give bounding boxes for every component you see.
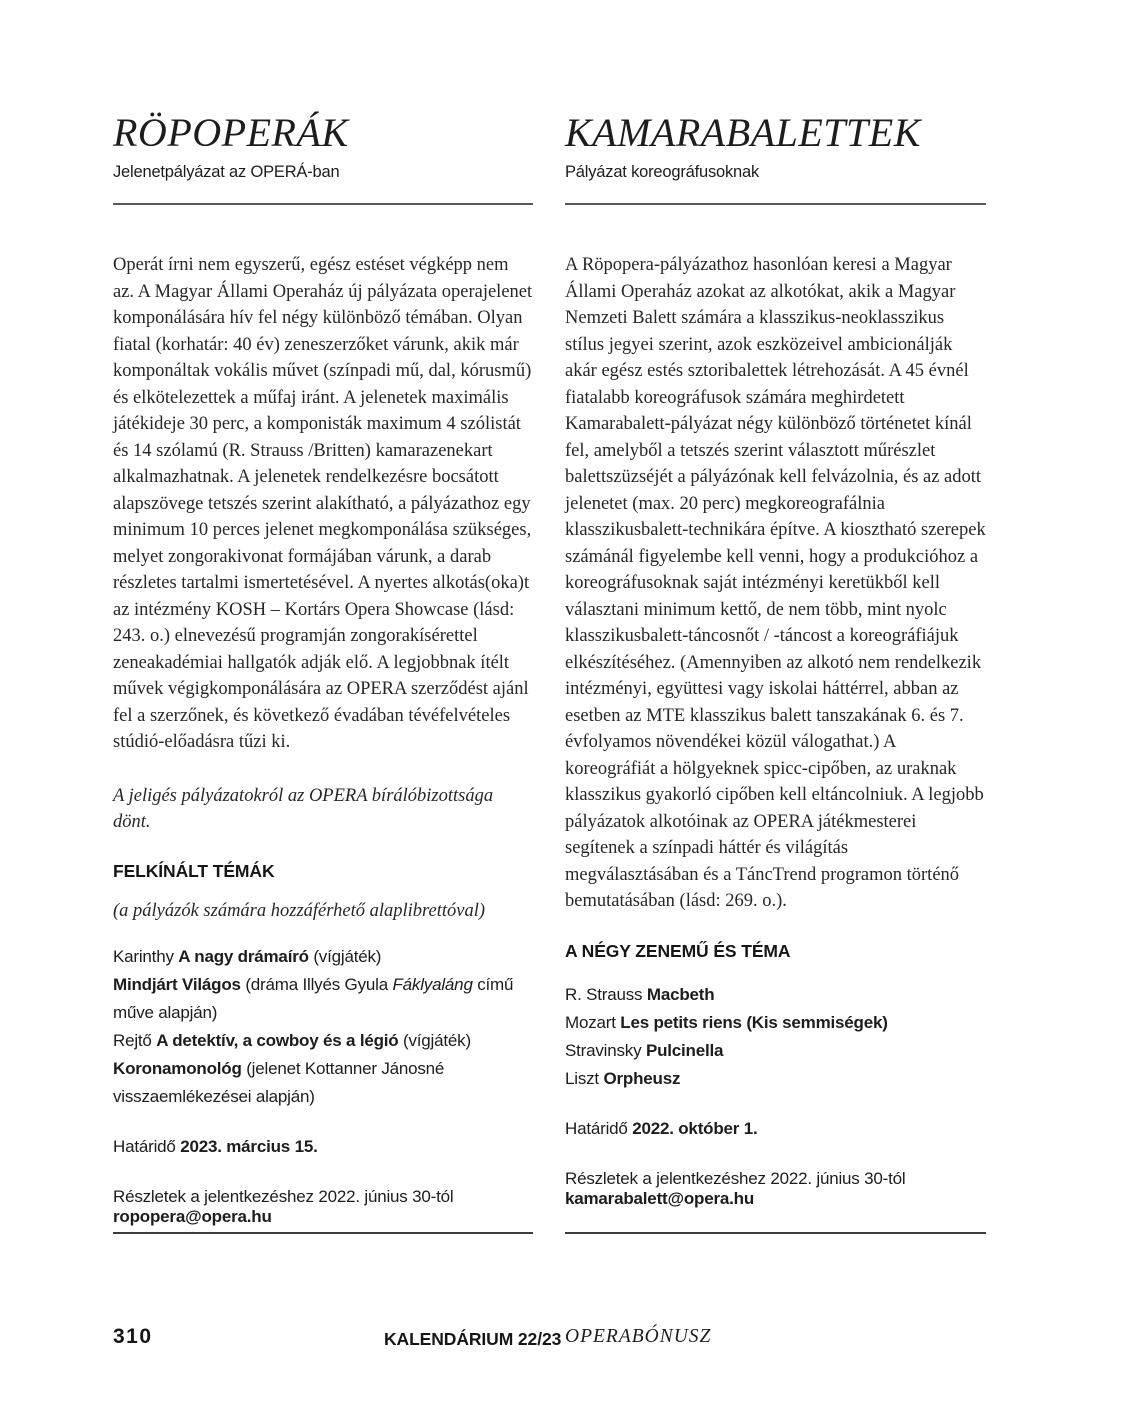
theme-item: Karinthy A nagy drámaíró (vígjáték): [113, 946, 382, 966]
theme-item: Mindjárt Világos (dráma Illyés Gyula Fáklyaláng című műve alapján): [113, 974, 514, 1022]
page-number: 310: [113, 1325, 153, 1348]
works-heading: A NÉGY ZENEMŰ ÉS TÉMA: [565, 940, 791, 961]
article-subtitle: Pályázat koreográfusoknak: [565, 163, 760, 181]
article-body: Operát írni nem egyszerű, egész estéset végképp nem az. A Magyar Állami Operaház új pályázata operajelenet komponálására hív fel négy különböző témában. Olyan fiatal (korhatár: 40 év) zeneszerzőket várunk, akik már komponáltak vokális művet (színpadi mű, dal, kórusmű) és elkötelezettek a műfaj iránt. A jelenetek maximális játékideje 30 perc, a komponisták maximum 4 szólistát és 14 szólamú (R. Strauss /Britten) kamarazenekart alkalmazhatnak. A jelenetek rendelkezésre bocsátott alapszövege tetszés szerint alakítható, a pályázathoz egy minimum 10 perces jelenet megkomponálása szükséges, melyet zongorakivonat formájában várunk, a darab részletes tartalmi ismertetésével. A nyertes alkotás(oka)t az intézmény KOSH – Kortárs Opera Showcase (lásd: 243. o.) elnevezésű programján zongorakísérettel zeneakadémiai hallgatók adják elő. A legjobbnak ítélt művek végigkomponálására az OPERA szerződést ajánl fel a szerzőnek, és következő évadában tévéfelvételes stúdió-előadásra tűzi ki.: [113, 255, 533, 752]
theme-item: Rejtő A detektív, a cowboy és a légió (vígjáték): [113, 1030, 471, 1050]
jury-note: A jeligés pályázatokról az OPERA bírálóbizottsága dönt.: [113, 785, 494, 832]
details-line: Részletek a jelentkezéshez 2022. június 30-tól kamarabalett@opera.hu: [565, 1168, 906, 1208]
header-divider: [565, 203, 986, 205]
article-ropoperak: [113, 110, 533, 1227]
themes-heading: FELKÍNÁLT TÉMÁK: [113, 860, 275, 881]
article-subtitle: Jelenetpályázat az OPERÁ-ban: [113, 163, 340, 181]
deadline-line: Határidő 2023. március 15.: [113, 1136, 318, 1156]
footer-edition: KALENDÁRIUM 22/23: [384, 1329, 562, 1349]
bottom-divider: [565, 1232, 986, 1234]
header-divider: [113, 203, 533, 205]
works-list: [565, 981, 986, 1093]
article-kamarabalettek: [565, 110, 986, 1209]
article-title: RÖPOPERÁK: [113, 110, 349, 155]
bottom-divider: [113, 1232, 533, 1234]
themes-list: [113, 943, 533, 1111]
theme-item: Koronamonológ (jelenet Kottanner Jánosné visszaemlékezései alapján): [113, 1058, 445, 1106]
work-item: Liszt Orpheusz: [565, 1068, 681, 1088]
work-item: Mozart Les petits riens (Kis semmiségek): [565, 1012, 888, 1032]
footer-section: OPERABÓNUSZ: [565, 1326, 712, 1347]
themes-note: (a pályázók számára hozzáférhető alaplibrettóval): [113, 900, 486, 921]
work-item: R. Strauss Macbeth: [565, 984, 715, 1004]
work-item: Stravinsky Pulcinella: [565, 1040, 724, 1060]
article-body: A Röpopera-pályázathoz hasonlóan keresi a Magyar Állami Operaház azokat az alkotókat, akik a Magyar Nemzeti Balett számára a klasszikus-neoklasszikus stílus jegyei szerint, azok eszközeivel ambicionálják akár egész estés sztoribalettek létrehozását. A 45 évnél fiatalabb koreográfusok számára meghirdetett Kamarabalett-pályázat négy különböző történetet kínál fel, amelyből a tetszés szerint választott műrészlet balettszüzséjét a pályázónak kell felvázolnia, és az adott jelenetet (max. 20 perc) megkoreografálnia klasszikusbalett-technikára építve. A kiosztható szerepek számánál figyelembe kell venni, hogy a produkcióhoz a koreográfusoknak saját intézményi keretükből kell választani minimum kettő, de nem több, mint nyolc klasszikusbalett-táncosnőt / -táncost a koreográfiájuk elkészítéséhez. (Amennyiben az alkotó nem rendelkezik intézményi, együttesi vagy iskolai háttérrel, abban az esetben az MTE klasszikus balett tanszakának 6. és 7. évfolyamos növendékei közül válogathat.) A koreográfiát a hölgyeknek spicc-cipőben, az uraknak klasszikus gyakorló cipőben kell eltáncolniuk. A legjobb pályázatok alkotóinak az OPERA játékmesterei segítenek a színpadi háttér és világítás megválasztásában és a TáncTrend programon történő bemutatásában (lásd: 269. o.).: [565, 255, 986, 911]
details-line: Részletek a jelentkezéshez 2022. június 30-tól ropopera@opera.hu: [113, 1186, 454, 1226]
deadline-line: Határidő 2022. október 1.: [565, 1118, 758, 1138]
article-title: KAMARABALETTEK: [565, 110, 921, 155]
